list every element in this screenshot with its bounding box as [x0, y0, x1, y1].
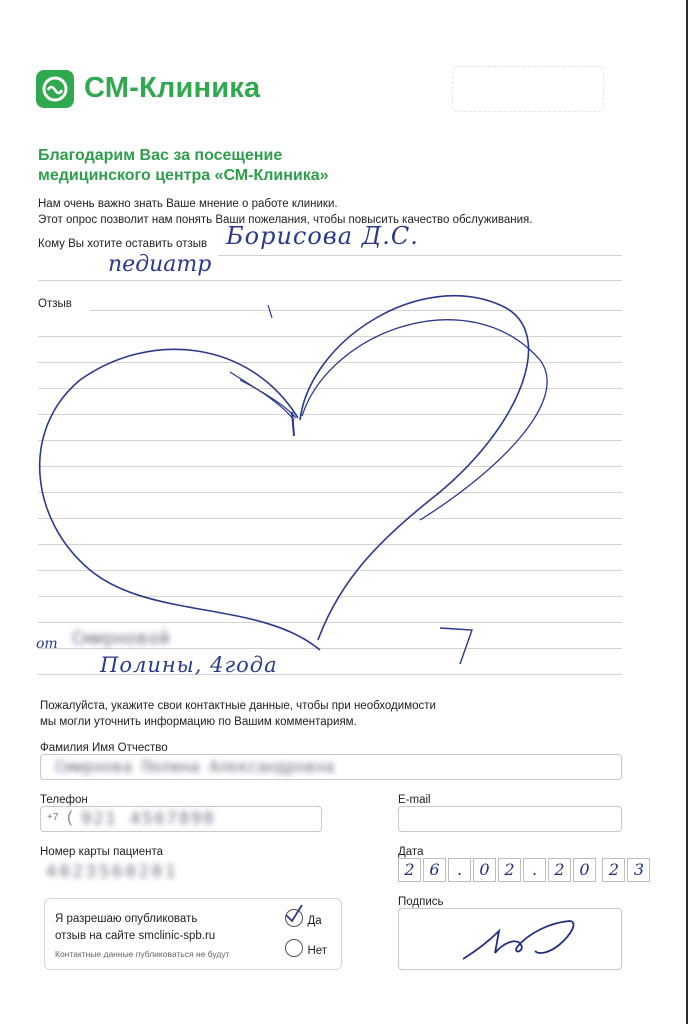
review-target-label: Кому Вы хотите оставить отзыв: [38, 238, 208, 250]
date-field[interactable]: [398, 858, 652, 882]
consent-note: Контактные данные публиковаться не будут: [55, 949, 230, 959]
consent-text: [55, 911, 215, 945]
handwritten-signature: [399, 909, 621, 969]
email-field[interactable]: [398, 806, 622, 832]
consent-line-1: Я разрешаю опубликовать: [55, 913, 198, 925]
review-target-name[interactable]: Борисова Д.С.: [226, 222, 419, 250]
date-label: Дата: [398, 846, 424, 858]
contact-prompt-line-1: Пожалуйста, укажите свои контактные данные, чтобы при необходимости: [40, 700, 436, 712]
phone-field[interactable]: [40, 806, 322, 832]
phone-value: 921 4567890: [81, 809, 216, 829]
full-name-label: Фамилия Имя Отчество: [40, 742, 168, 754]
date-field-tail: [598, 858, 600, 885]
phone-prefix: +7: [47, 812, 59, 823]
card-number-label: Номер карты пациента: [40, 846, 164, 858]
phone-label: Телефон: [40, 794, 88, 806]
card-number-value: 4023560201: [46, 862, 179, 882]
review-target-specialty[interactable]: педиатр: [108, 252, 212, 277]
date-digit: 3: [627, 858, 650, 882]
full-name-field[interactable]: [40, 754, 622, 780]
contact-prompt: [40, 698, 436, 730]
date-digit: 2: [398, 858, 421, 882]
full-name-value: Смирнова Полина Александровна: [55, 757, 335, 776]
heading-line-1: Благодарим Вас за посещение: [38, 147, 283, 164]
date-digit: 2: [498, 858, 521, 882]
publish-consent-box: [44, 898, 342, 970]
review-signature-name: Смирновой: [72, 628, 170, 649]
review-label: Отзыв: [38, 298, 72, 310]
consent-yes-option[interactable]: [285, 909, 322, 932]
date-digit: .: [523, 858, 546, 882]
heading-line-2: медицинского центра «СМ-Клиника»: [38, 167, 329, 184]
date-digit: 2: [602, 858, 625, 882]
consent-no-option[interactable]: [285, 939, 327, 962]
signature-label: Подпись: [398, 896, 444, 908]
date-digit: .: [448, 858, 471, 882]
phone-open-paren: (: [67, 809, 73, 826]
date-digit: 2: [548, 858, 571, 882]
yes-label: Да: [307, 915, 322, 927]
review-signature-age: Полины, 4года: [100, 653, 278, 677]
date-digit: 0: [473, 858, 496, 882]
contact-prompt-line-2: мы могли уточнить информацию по Вашим комментариям.: [40, 716, 357, 728]
review-signature-prefix: от: [36, 636, 58, 652]
email-label: E-mail: [398, 794, 431, 806]
date-digit: 0: [573, 858, 596, 882]
date-digit: 6: [423, 858, 446, 882]
intro-line-1: Нам очень важно знать Ваше мнение о работе клиники.: [38, 198, 338, 210]
signature-box[interactable]: [398, 908, 622, 970]
intro-line-2: Этот опрос позволит нам понять Ваши пожелания, чтобы повысить качество обслуживания.: [38, 214, 533, 226]
brand-name: СМ-Клиника: [84, 72, 261, 104]
no-radio[interactable]: [285, 939, 303, 957]
checkmark-icon: [283, 903, 305, 925]
consent-line-2: отзыв на сайте smclinic-spb.ru: [55, 930, 216, 942]
no-label: Нет: [307, 945, 328, 957]
card-number-field[interactable]: [40, 860, 250, 884]
